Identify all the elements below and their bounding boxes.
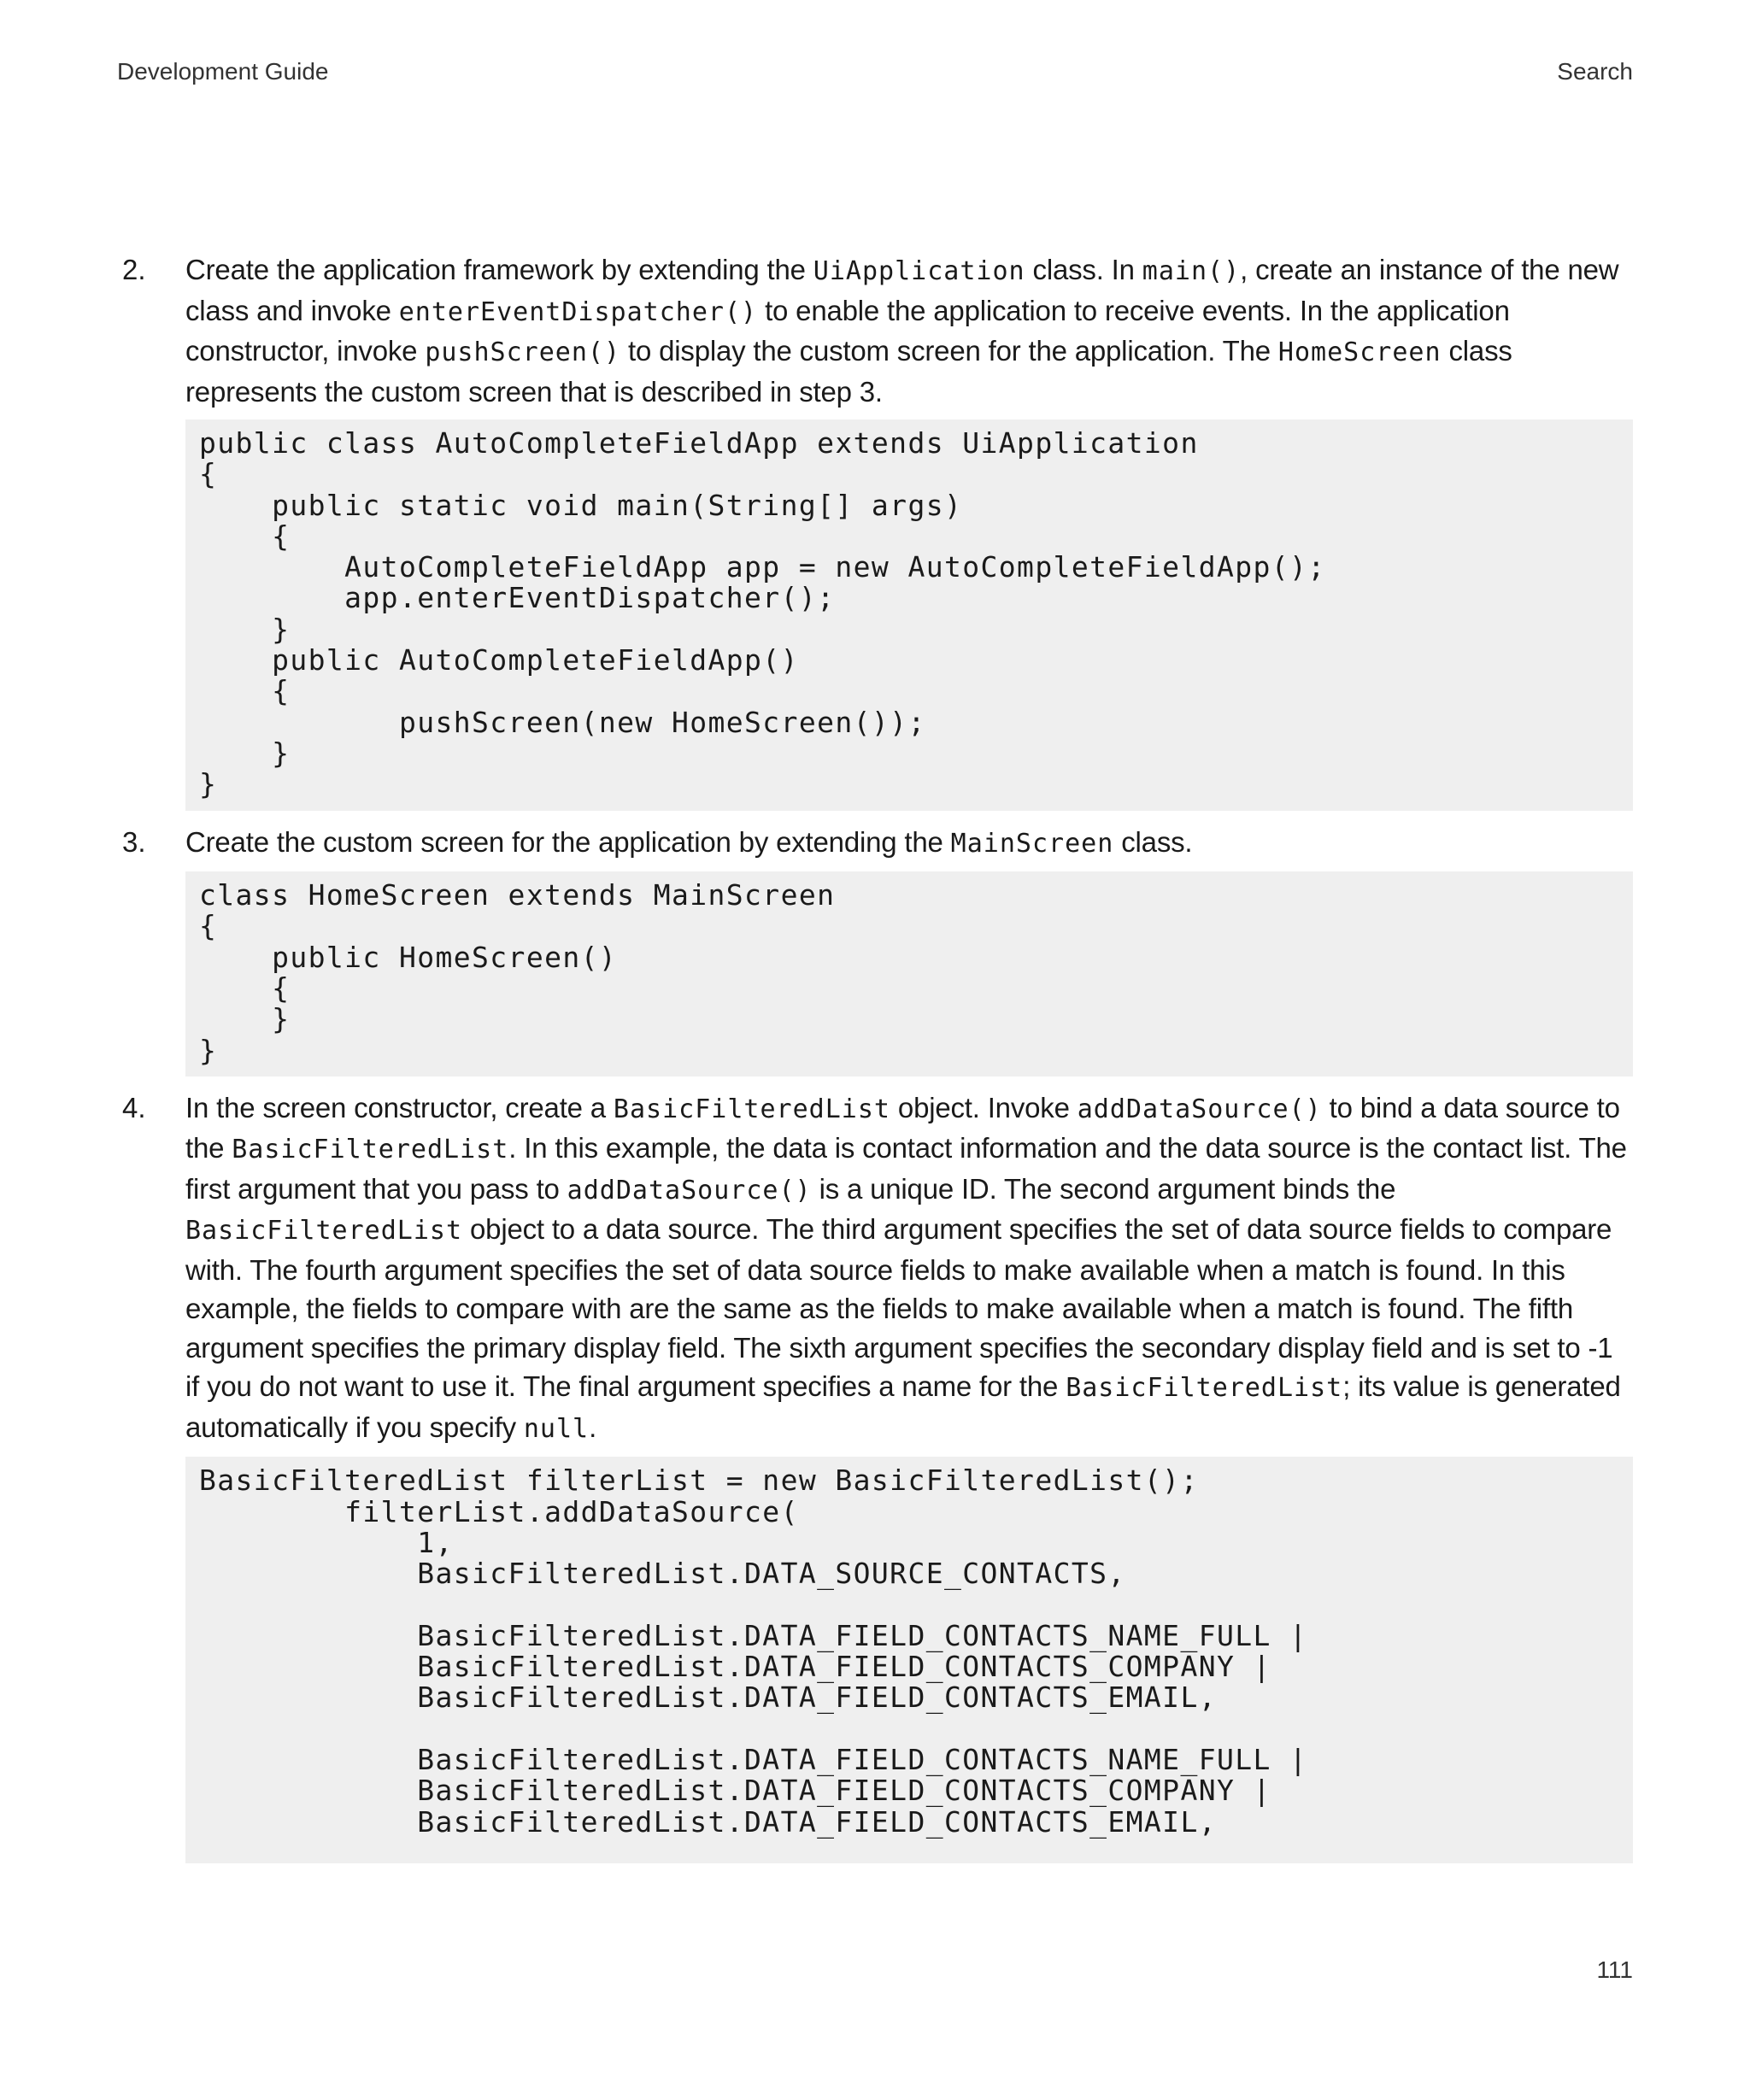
inline-code: BasicFilteredList bbox=[1066, 1373, 1343, 1404]
text-run: class. In bbox=[1025, 254, 1142, 285]
step-list bbox=[117, 250, 1633, 1875]
text-run: to display the custom screen for the application. The bbox=[620, 335, 1278, 367]
text-run: to bind a data source to the bbox=[185, 1091, 1620, 1164]
step-body bbox=[185, 250, 1633, 823]
step-number: 2. bbox=[122, 254, 146, 285]
inline-code: pushScreen() bbox=[425, 337, 621, 367]
step-body bbox=[185, 823, 1633, 1088]
running-header bbox=[117, 58, 1633, 85]
step-4 bbox=[117, 1088, 1633, 1875]
inline-code: enterEventDispatcher() bbox=[398, 296, 758, 327]
text-run: ; its value is generated automatically if you specify bbox=[185, 1370, 1621, 1443]
step-instruction bbox=[185, 823, 1633, 864]
inline-code: null bbox=[523, 1413, 590, 1444]
inline-code: MainScreen bbox=[950, 828, 1114, 859]
text-run: . bbox=[589, 1411, 597, 1443]
inline-code: BasicFilteredList bbox=[613, 1094, 890, 1124]
code-block: class HomeScreen extends MainScreen { public HomeScreen() { } } bbox=[185, 871, 1633, 1076]
step-2 bbox=[117, 250, 1633, 823]
text-run: class. bbox=[1113, 825, 1193, 858]
text-run: . In this example, the data is contact information and the data source is the contact list. The first argument that you pass to bbox=[185, 1132, 1627, 1205]
step-number: 4. bbox=[122, 1091, 146, 1123]
inline-code: BasicFilteredList bbox=[232, 1135, 509, 1165]
inline-code: addDataSource() bbox=[1077, 1094, 1322, 1124]
header-section-title: Search bbox=[1557, 58, 1633, 85]
text-run: Create the custom screen for the application by extending the bbox=[185, 825, 951, 858]
inline-code: BasicFilteredList bbox=[185, 1216, 463, 1247]
inline-code: HomeScreen bbox=[1277, 337, 1442, 367]
text-run: class represents the custom screen that is described in step 3. bbox=[185, 335, 1512, 408]
page-number: 111 bbox=[1596, 1956, 1633, 1983]
code-block: BasicFilteredList filterList = new BasicFilteredList(); filterList.addDataSource( 1, BasicFilteredList.DATA_SOURCE_CONTACTS, BasicFilteredList.DATA_FIELD_CONTACTS_NAME_FULL | BasicFilteredList.DATA_FIELD_CONTACTS_COMPANY | BasicFilteredList.DATA_FIELD_CONTACTS_EMAIL, BasicFilteredList.DATA_FIELD_CONTACTS_NAME_FULL | BasicFilteredList.DATA_FIELD_CONTACTS_COMPANY | BasicFilteredList.DATA_FIELD_CONTACTS_EMAIL, bbox=[185, 1457, 1633, 1863]
inline-code: addDataSource() bbox=[567, 1175, 812, 1205]
text-run: , create an instance of the new class and invoke bbox=[185, 254, 1619, 326]
text-run: is a unique ID. The second argument binds the bbox=[811, 1172, 1396, 1205]
inline-code: UiApplication bbox=[813, 256, 1025, 286]
text-run: In the screen constructor, create a bbox=[185, 1091, 614, 1123]
inline-code: main() bbox=[1142, 256, 1241, 286]
text-run: Create the application framework by extending the bbox=[185, 254, 813, 285]
text-run: to enable the application to receive events. In the application constructor, invoke bbox=[185, 294, 1510, 367]
step-instruction bbox=[185, 1088, 1633, 1449]
text-run: object. Invoke bbox=[890, 1091, 1078, 1123]
step-instruction bbox=[185, 250, 1633, 411]
step-number: 3. bbox=[122, 825, 146, 858]
header-doc-title: Development Guide bbox=[117, 58, 329, 85]
text-run: object to a data source. The third argument specifies the set of data source fields to compare with. The fourth argument specifies the set of data source fields to make available when a match is found. In this example, the fields to compare with are the same as the fields to make available when a match is found. The fifth argument specifies the primary display field. The sixth argument specifies the secondary display field and is set to -1 if you do not want to use it. The final argument specifies a name for the bbox=[185, 1213, 1613, 1403]
code-block: public class AutoCompleteFieldApp extends UiApplication { public static void main(String[] args) { AutoCompleteFieldApp app = new AutoCompleteFieldApp(); app.enterEventDispatcher(); } public AutoCompleteFieldApp() { pushScreen(new HomeScreen()); } } bbox=[185, 419, 1633, 811]
step-3 bbox=[117, 823, 1633, 1088]
step-body bbox=[185, 1088, 1633, 1875]
